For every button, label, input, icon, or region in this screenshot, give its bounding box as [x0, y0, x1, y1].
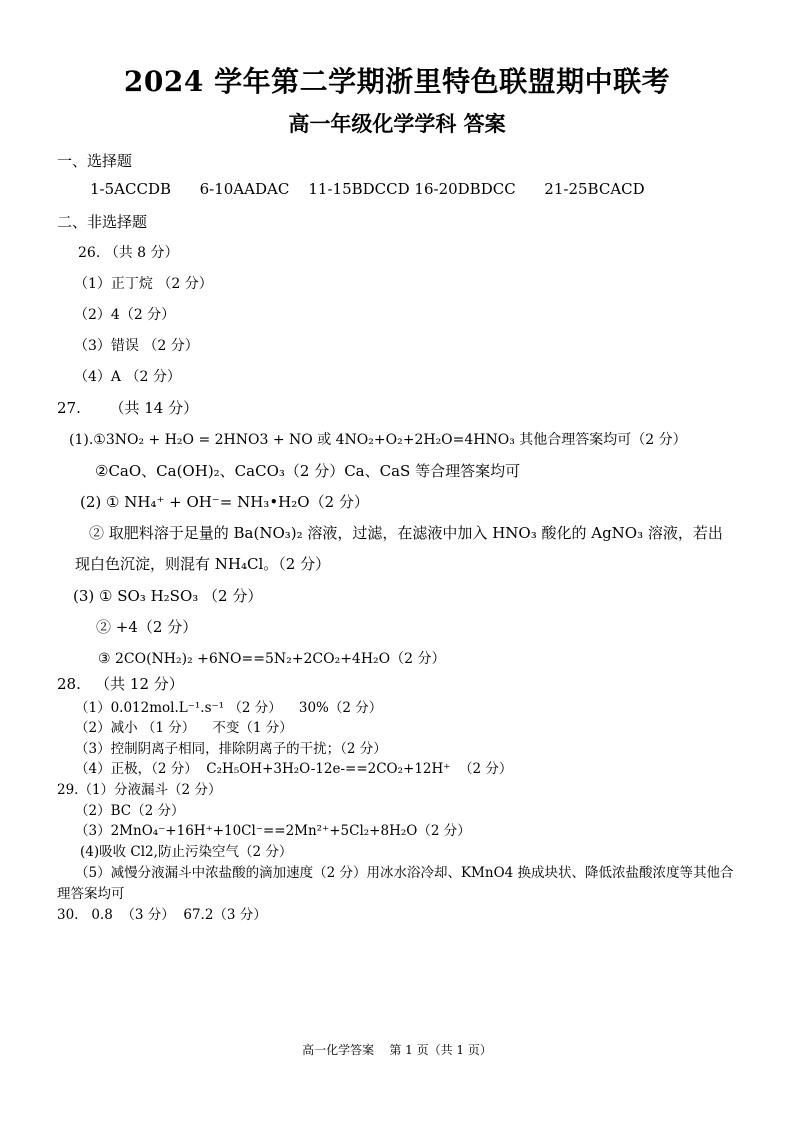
- q29-answer-5-cont: 理答案均可: [57, 886, 125, 902]
- q28-answer-2: （2）减小 （1 分） 不变（1 分）: [75, 720, 293, 736]
- q26-answer-4: （4）A （2 分）: [74, 369, 181, 385]
- q29-answer-3: （3）2MnO₄⁻+16H⁺+10Cl⁻==2Mn²⁺+5Cl₂+8H₂O（2 分）: [75, 823, 471, 839]
- section-multiple-choice-heading: 一、选择题: [57, 152, 133, 170]
- q26-heading: 26. （共 8 分）: [78, 245, 179, 261]
- section-non-choice-heading: 二、非选择题: [57, 213, 148, 231]
- q28-answer-1: （1）0.012mol.L⁻¹.s⁻¹ （2 分） 30%（2 分）: [75, 700, 383, 716]
- q27-heading: 27. （共 14 分）: [57, 399, 199, 417]
- q29-answer-1: 29.（1）分液漏斗（2 分）: [57, 782, 222, 798]
- q28-heading: 28. （共 12 分）: [57, 675, 184, 693]
- multiple-choice-answers: 1-5ACCDB 6-10AADAC 11-15BDCCD 16-20DBDCC 21-25BCACD: [90, 180, 645, 198]
- page-subtitle: 高一年级化学学科 答案: [288, 111, 506, 136]
- page-footer: 高一化学答案 第 1 页（共 1 页）: [302, 1043, 492, 1057]
- page-title: 2024 学年第二学期浙里特色联盟期中联考: [123, 65, 671, 98]
- q27-answer-3-3: ③ 2CO(NH₂)₂ +6NO==5N₂+2CO₂+4H₂O（2 分）: [98, 651, 446, 667]
- q26-answer-3: （3）错误 （2 分）: [74, 338, 199, 354]
- q28-answer-3: （3）控制阴离子相同，排除阴离子的干扰；（2 分）: [75, 741, 387, 757]
- q26-answer-2: （2）4（2 分）: [74, 307, 176, 323]
- q29-answer-2: （2）BC（2 分）: [75, 803, 185, 819]
- q27-answer-3-1: (3) ① SO₃ H₂SO₃ （2 分）: [73, 587, 263, 605]
- q26-answer-1: （1）正丁烷 （2 分）: [74, 276, 213, 292]
- q28-answer-4: （4）正极，（2 分） C₂H₅OH+3H₂O-12e-==2CO₂+12H⁺ （2 分）: [75, 761, 513, 777]
- q29-answer-5: （5）减慢分液漏斗中浓盐酸的滴加速度（2 分）用冰水浴冷却、KMnO4 换成块状、降低浓盐酸浓度等其他合: [75, 865, 734, 881]
- q27-answer-2-2-cont: 现白色沉淀，则混有 NH₄Cl。（2 分）: [75, 555, 331, 573]
- q27-answer-3-2: ② +4（2 分）: [96, 618, 198, 636]
- q27-answer-2-2: ② 取肥料溶于足量的 Ba(NO₃)₂ 溶液，过滤，在滤液中加入 HNO₃ 酸化的 AgNO₃ 溶液，若出: [89, 524, 723, 542]
- q27-answer-1-2: ②CaO、Ca(OH)₂、CaCO₃（2 分）Ca、CaS 等合理答案均可: [95, 462, 521, 480]
- q27-answer-2-1: (2) ① NH₄⁺ + OH⁻= NH₃•H₂O（2 分）: [80, 493, 369, 511]
- q29-answer-4: (4)吸收 Cl2,防止污染空气（2 分）: [80, 844, 293, 860]
- q27-answer-1-1: (1).①3NO₂ + H₂O = 2HNO3 + NO 或 4NO₂+O₂+2H₂O=4HNO₃ 其他合理答案均可（2 分）: [69, 432, 687, 448]
- q30-answer: 30. 0.8 （3 分） 67.2（3 分）: [57, 907, 267, 923]
